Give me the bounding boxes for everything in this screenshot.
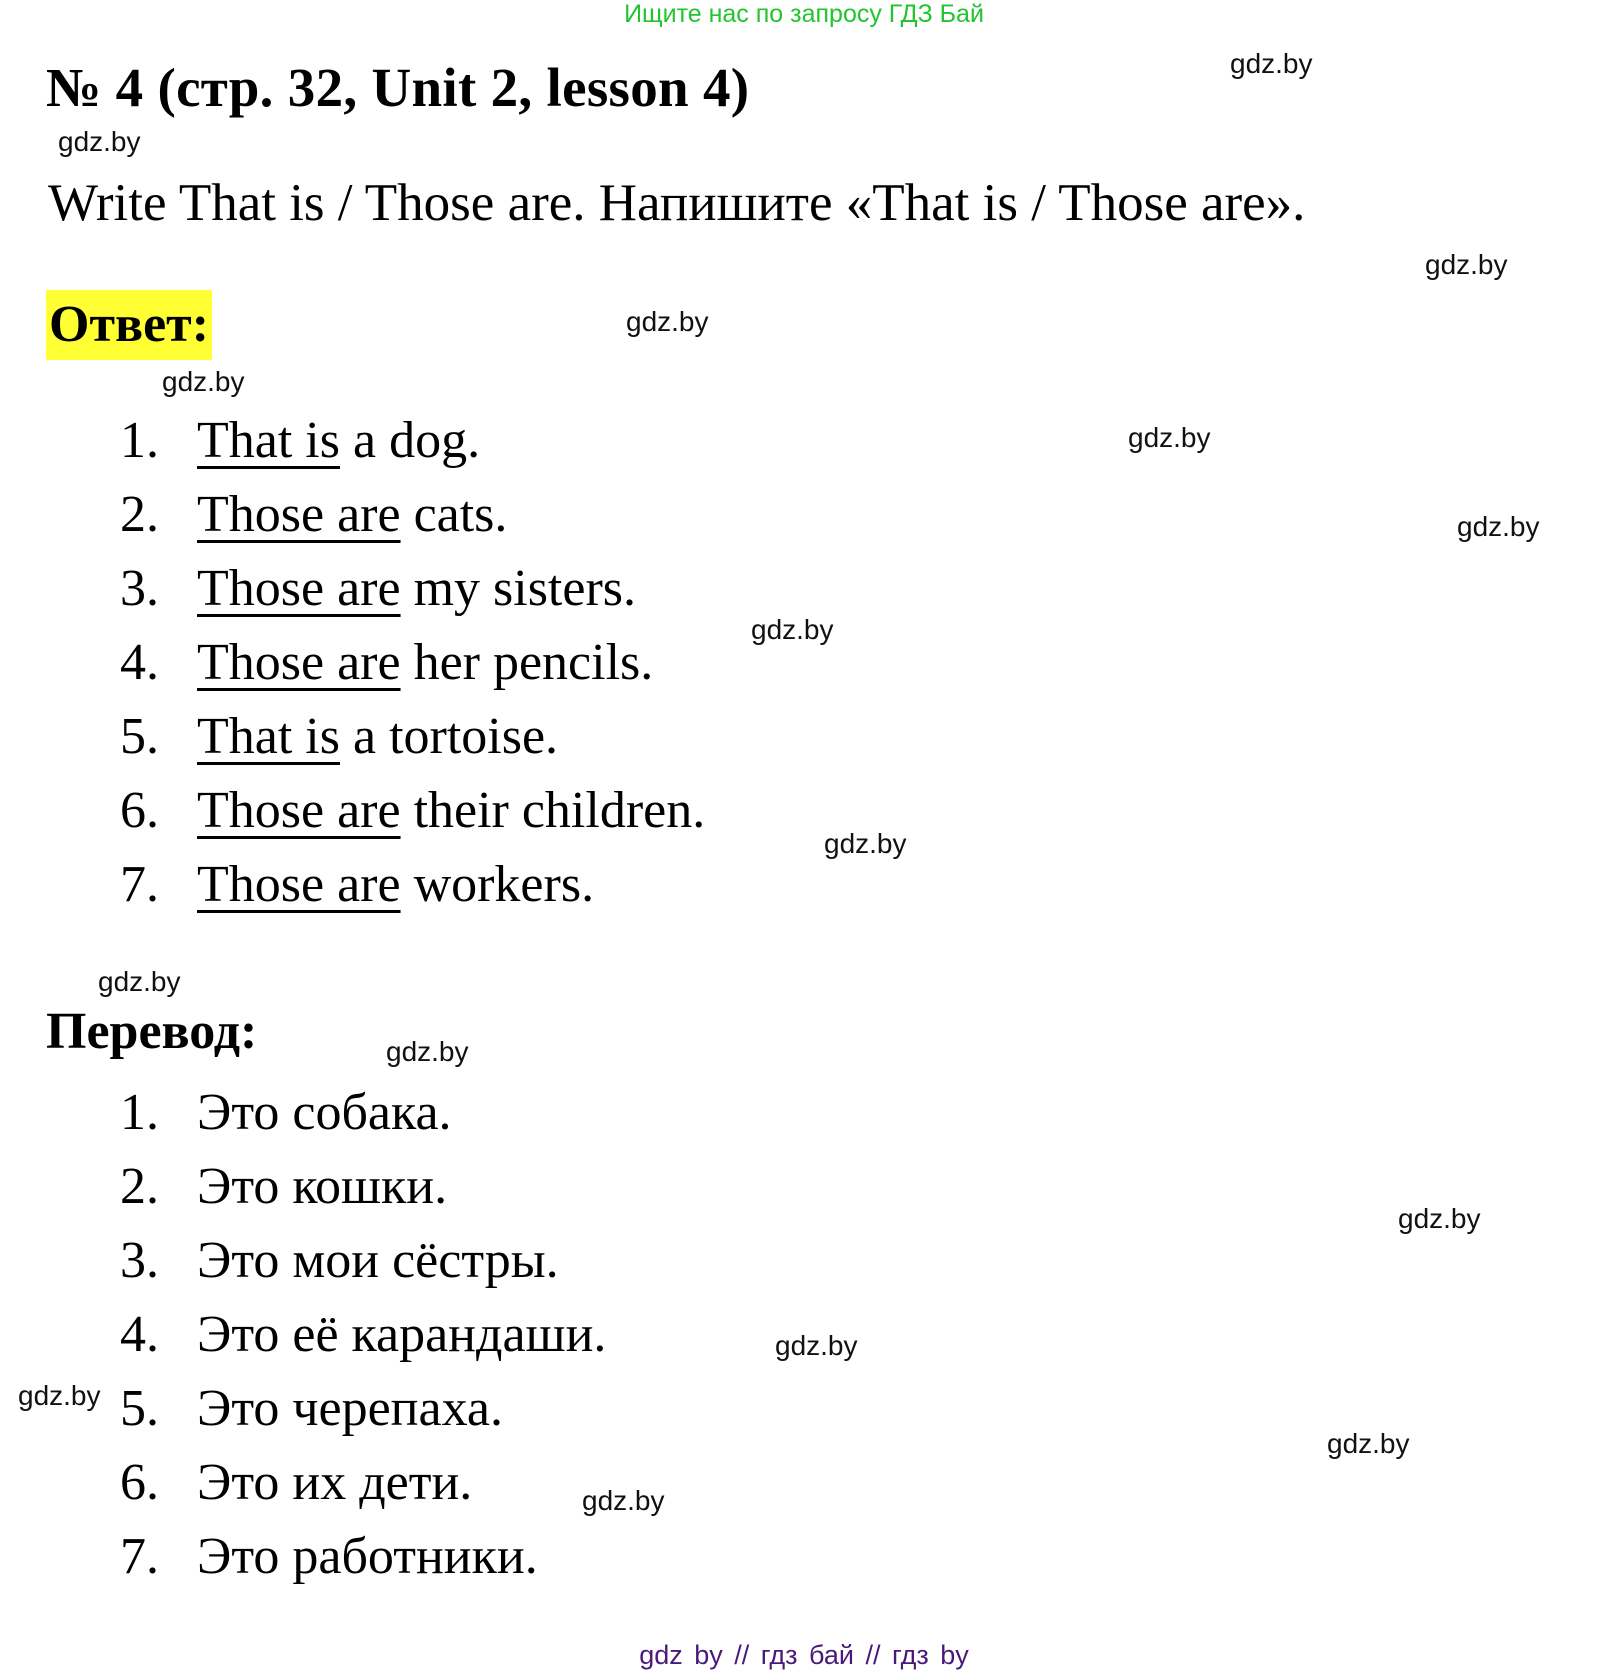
watermark: gdz.by bbox=[1128, 422, 1211, 453]
answer-fill: That is bbox=[197, 708, 340, 765]
watermark: gdz.by bbox=[1425, 249, 1508, 280]
answer-fill: That is bbox=[197, 412, 340, 469]
item-number: 7. bbox=[120, 1528, 159, 1585]
answer-rest: workers. bbox=[400, 856, 595, 913]
translation-item bbox=[120, 1453, 472, 1512]
answer-item bbox=[120, 559, 636, 618]
item-number: 5. bbox=[120, 708, 159, 765]
translation-text: Это черепаха. bbox=[197, 1380, 503, 1437]
answer-fill: Those are bbox=[197, 560, 401, 617]
translation-text: Это собака. bbox=[197, 1084, 452, 1141]
translation-text: Это мои сёстры. bbox=[197, 1232, 559, 1289]
watermark: gdz.by bbox=[1327, 1428, 1410, 1459]
watermark: gdz.by bbox=[1230, 48, 1313, 79]
watermark: gdz.by bbox=[626, 306, 709, 337]
watermark: gdz.by bbox=[18, 1380, 101, 1411]
answer-heading: Ответ: bbox=[46, 290, 212, 360]
answer-item bbox=[120, 485, 507, 544]
translation-item bbox=[120, 1379, 503, 1438]
search-banner: Ищите нас по запросу ГДЗ Бай bbox=[624, 0, 984, 28]
footer-links: gdz by // гдз бай // гдз by bbox=[639, 1640, 969, 1670]
watermark: gdz.by bbox=[58, 126, 141, 157]
watermark: gdz.by bbox=[751, 614, 834, 645]
item-number: 2. bbox=[120, 1158, 159, 1215]
answer-rest: my sisters. bbox=[400, 560, 637, 617]
translation-text: Это работники. bbox=[197, 1528, 538, 1585]
watermark: gdz.by bbox=[386, 1036, 469, 1067]
item-number: 4. bbox=[120, 634, 159, 691]
item-number: 5. bbox=[120, 1380, 159, 1437]
item-number: 7. bbox=[120, 856, 159, 913]
answer-rest: a dog. bbox=[339, 412, 481, 469]
answer-rest: a tortoise. bbox=[339, 708, 559, 765]
answer-fill: Those are bbox=[197, 486, 401, 543]
task-instruction: Write That is / Those are. Напишите «That is / Those are». bbox=[48, 174, 1306, 232]
item-number: 6. bbox=[120, 782, 159, 839]
translation-heading: Перевод: bbox=[46, 1003, 258, 1060]
item-number: 3. bbox=[120, 560, 159, 617]
translation-text: Это её карандаши. bbox=[197, 1306, 607, 1363]
translation-item bbox=[120, 1083, 452, 1142]
watermark: gdz.by bbox=[824, 828, 907, 859]
item-number: 4. bbox=[120, 1306, 159, 1363]
translation-item bbox=[120, 1157, 447, 1216]
item-number: 6. bbox=[120, 1454, 159, 1511]
exercise-title: № 4 (стр. 32, Unit 2, lesson 4) bbox=[46, 57, 750, 118]
answer-fill: Those are bbox=[197, 634, 401, 691]
answer-rest: cats. bbox=[400, 486, 508, 543]
answer-rest: her pencils. bbox=[400, 634, 654, 691]
translation-text: Это их дети. bbox=[197, 1454, 473, 1511]
watermark: gdz.by bbox=[582, 1485, 665, 1516]
answer-item bbox=[120, 707, 558, 766]
watermark: gdz.by bbox=[1398, 1203, 1481, 1234]
translation-item bbox=[120, 1527, 538, 1586]
translation-item bbox=[120, 1231, 559, 1290]
item-number: 1. bbox=[120, 412, 159, 469]
item-number: 3. bbox=[120, 1232, 159, 1289]
translation-item bbox=[120, 1305, 606, 1364]
answer-item bbox=[120, 855, 594, 914]
answer-item bbox=[120, 781, 705, 840]
translation-text: Это кошки. bbox=[197, 1158, 448, 1215]
answer-fill: Those are bbox=[197, 856, 401, 913]
item-number: 2. bbox=[120, 486, 159, 543]
watermark: gdz.by bbox=[775, 1330, 858, 1361]
answer-rest: their children. bbox=[400, 782, 706, 839]
answer-item bbox=[120, 411, 480, 470]
watermark: gdz.by bbox=[98, 966, 181, 997]
watermark: gdz.by bbox=[1457, 511, 1540, 542]
item-number: 1. bbox=[120, 1084, 159, 1141]
answer-item bbox=[120, 633, 653, 692]
watermark: gdz.by bbox=[162, 366, 245, 397]
answer-fill: Those are bbox=[197, 782, 401, 839]
